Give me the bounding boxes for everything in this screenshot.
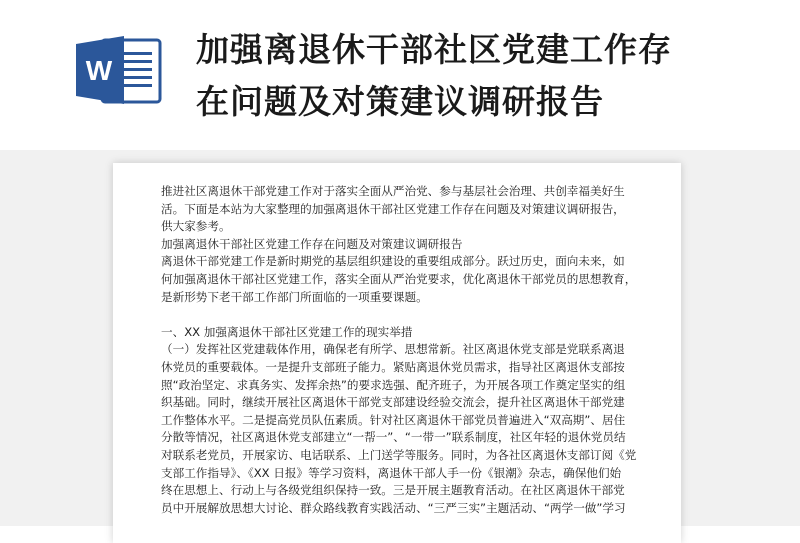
body-line: （一）发挥社区党建载体作用，确保老有所学、思想常新。社区离退休党支部是党联系离退	[161, 342, 625, 357]
body-line: 员中开展解放思想大讨论、群众路线教育实践活动、“三严三实”主题活动、“两学一做”学习	[161, 500, 626, 515]
body-line: 加强离退休干部社区党建工作存在问题及对策建议调研报告	[161, 236, 463, 251]
body-line: 照“政治坚定、求真务实、发挥余热”的要求选强、配齐班子，为开展各项工作奠定坚实的组	[161, 377, 626, 392]
body-line: 织基础。同时，继续开展社区离退休干部党支部建设经验交流会，提升社区离退休干部党建	[161, 395, 625, 410]
document-body	[161, 183, 643, 517]
document-page[interactable]	[113, 163, 681, 543]
body-line: 分散等情况，社区离退休党支部建立“一帮一”、“一带一”联系制度，社区年轻的退休党员结	[161, 430, 626, 445]
body-line: 工作整体水平。二是提高党员队伍素质。针对社区离退休干部党员普遍进入“双高期”、居住	[161, 412, 626, 427]
word-document-icon	[72, 34, 164, 106]
paragraph-gap	[161, 306, 643, 324]
body-line: 是新形势下老干部工作部门所面临的一项重要课题。	[161, 289, 428, 304]
body-line: 何加强离退休干部社区党建工作，落实全面从严治党要求，优化离退休干部党员的思想教育，	[161, 271, 637, 286]
body-line: 支部工作指导》、《XX 日报》等学习资料，离退休干部人手一份《银潮》杂志，确保他们始	[161, 465, 622, 480]
body-line: 终在思想上、行动上与各级党组织保持一致。三是开展主题教育活动。在社区离退休干部党	[161, 483, 625, 498]
body-line: 供大家参考。	[161, 219, 231, 234]
body-line: 活。下面是本站为大家整理的加强离退休干部社区党建工作存在问题及对策建议调研报告，	[161, 201, 625, 216]
body-line: 离退休干部党建工作是新时期党的基层组织建设的重要组成部分。跃过历史，面向未来，如	[161, 254, 625, 269]
title-line-2: 在问题及对策建议调研报告	[196, 82, 604, 121]
body-line: 休党员的重要载体。一是提升支部班子能力。紧贴离退休党员需求，指导社区离退休支部按	[161, 359, 625, 374]
header	[0, 0, 800, 150]
section-heading: 一、XX 加强离退休干部社区党建工作的现实举措	[161, 324, 413, 339]
body-line: 推进社区离退休干部党建工作对于落实全面从严治党、参与基层社会治理、共创幸福美好生	[161, 184, 625, 198]
title-line-1: 加强离退休干部社区党建工作存	[196, 30, 672, 69]
document-title	[196, 24, 776, 128]
body-line: 对联系老党员，开展家访、电话联系、上门送学等服务。同时，为各社区离退休支部订阅《党	[161, 447, 637, 462]
svg-text:W: W	[85, 55, 113, 86]
